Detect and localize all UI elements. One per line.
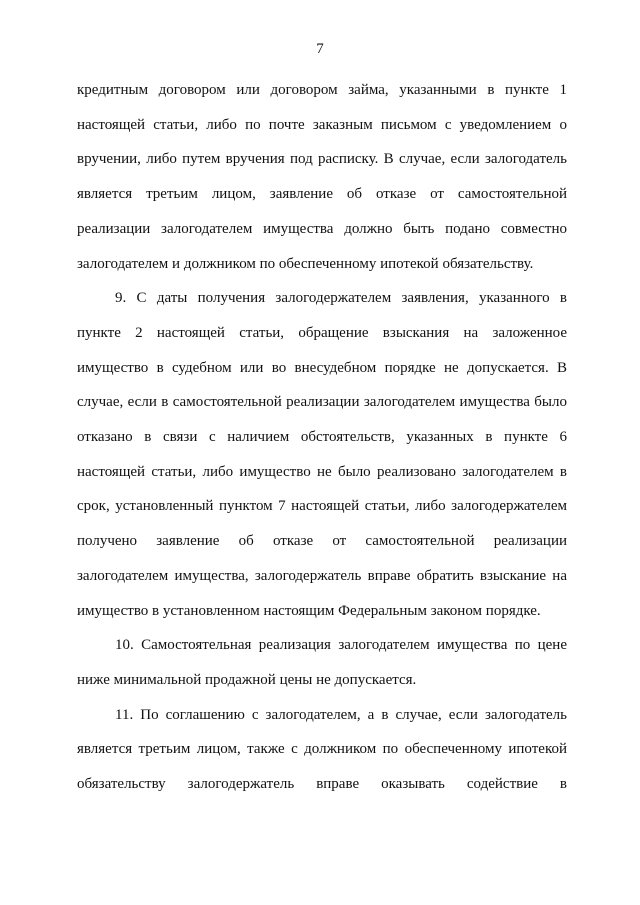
document-body [77, 73, 567, 802]
paragraph-item-10: 10. Самостоятельная реализация залогодателем имущества по цене ниже минимальной продажной цены не допускается. [77, 637, 567, 688]
paragraph-continuation: кредитным договором или договором займа, указанными в пункте 1 настоящей статьи, либо по почте заказным письмом с уведомлением о вручении, либо путем вручения под расписку. В случае, если залогодатель является третьим лицом, заявление об отказе от самостоятельной реализации залогодателем имущества должно быть подано совместно залогодателем и должником по обеспеченному ипотекой обязательству. [77, 82, 567, 272]
page-number: 7 [316, 41, 324, 57]
paragraph-item-11: 11. По соглашению с залогодателем, а в случае, если залогодатель является третьим лицом, также с должником по обеспеченному ипотекой обязательству залогодержатель вправе оказывать содействие в [77, 706, 567, 793]
paragraph-item-9: 9. С даты получения залогодержателем заявления, указанного в пункте 2 настоящей статьи, обращение взыскания на заложенное имущество в судебном или во внесудебном порядке не допускается. В случае, если в самостоятельной реализации залогодателем имущества было отказано в связи с наличием обстоятельств, указанных в пункте 6 настоящей статьи, либо имущество не было реализовано залогодателем в срок, установленный пунктом 7 настоящей статьи, либо залогодержателем получено заявление об отказе от самостоятельной реализации залогодателем имущества, залогодержатель вправе обратить взыскание на имущество в установленном настоящим Федеральным законом порядке. [77, 290, 567, 619]
